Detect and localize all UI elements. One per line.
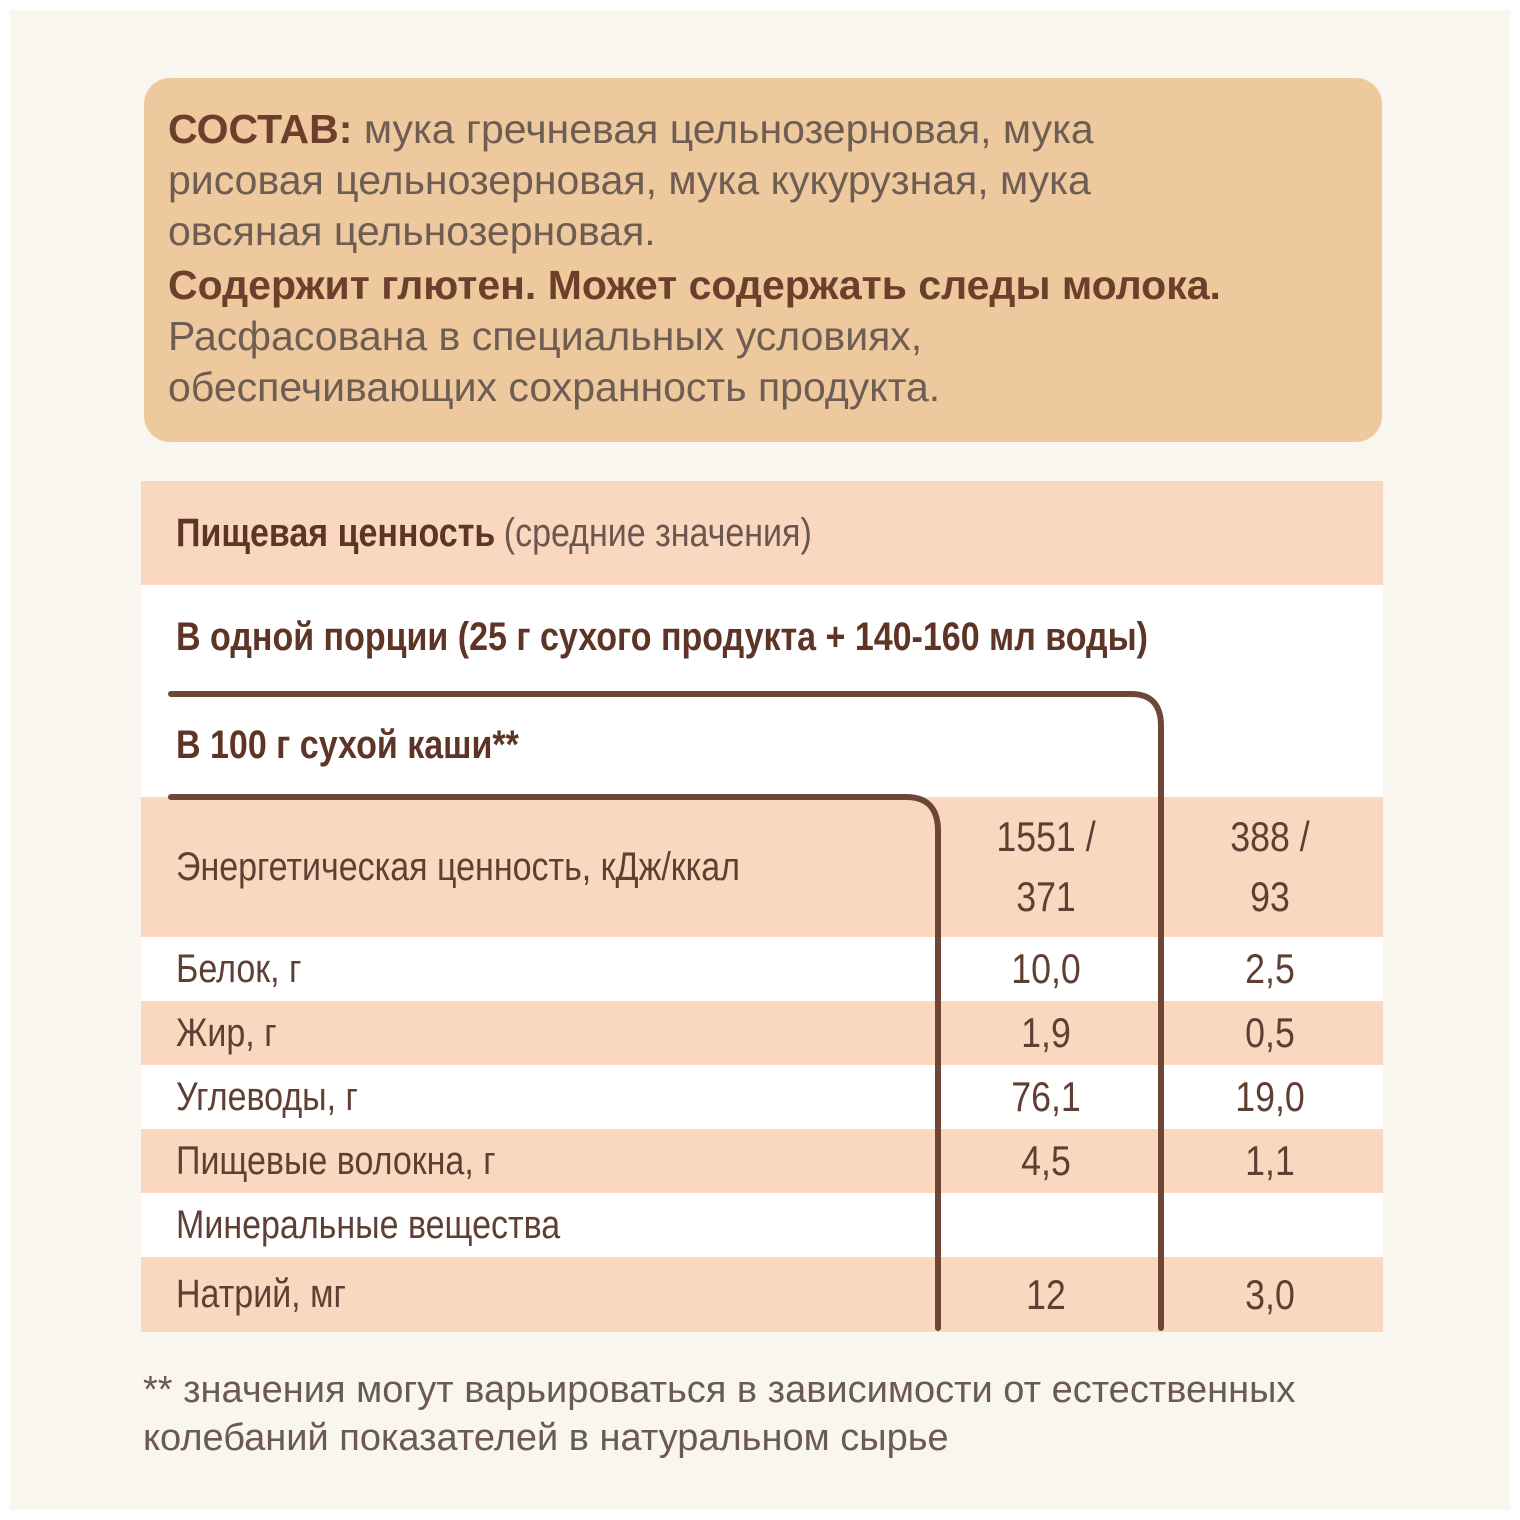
- value-per-serving: [1172, 797, 1368, 937]
- composition-box: [144, 78, 1382, 442]
- per-100g-header: В 100 г сухой каши**: [176, 722, 519, 767]
- nutrition-table: [141, 481, 1383, 1332]
- value-kj: 1551 /: [996, 813, 1096, 860]
- per-serving-header-row: [141, 585, 1383, 689]
- value-per-100g: 10,0: [1011, 945, 1081, 992]
- row-label: Минеральные вещества: [176, 1202, 561, 1247]
- value-per-100g: [948, 797, 1144, 937]
- allergen-warning: Содержит глютен. Может содержать следы молока.: [168, 262, 1221, 308]
- nutrition-subtitle: (средние значения): [503, 510, 812, 555]
- row-label: Пищевые волокна, г: [176, 1138, 496, 1183]
- footnote: [143, 1366, 1443, 1462]
- table-row-carbs: [141, 1065, 1383, 1129]
- nutrition-title-row: [141, 481, 1383, 585]
- packing-line-2: обеспечивающих сохранность продукта.: [168, 364, 941, 410]
- table-row-protein: [141, 937, 1383, 1001]
- nutrition-title: [176, 481, 812, 585]
- value-per-serving: 2,5: [1245, 945, 1295, 992]
- packing-line-1: Расфасована в специальных условиях,: [168, 313, 923, 359]
- table-row-fat: [141, 1001, 1383, 1065]
- row-label: Жир, г: [176, 1010, 277, 1055]
- value-kcal: 371: [1016, 873, 1076, 920]
- row-label: Натрий, мг: [176, 1272, 346, 1316]
- nutrition-title-text: Пищевая ценность: [176, 510, 496, 555]
- row-label: Белок, г: [176, 946, 302, 991]
- per-serving-header: В одной порции (25 г сухого продукта + 140-160 мл воды): [176, 614, 1148, 659]
- value-per-serving: 19,0: [1235, 1073, 1305, 1120]
- value-per-serving: 3,0: [1245, 1270, 1295, 1318]
- value-per-100g: 76,1: [1011, 1073, 1081, 1120]
- row-label: Энергетическая ценность, кДж/ккал: [176, 844, 741, 889]
- table-row-minerals: [141, 1193, 1383, 1257]
- footnote-line-1: ** значения могут варьироваться в зависимости от естественных: [143, 1369, 1296, 1411]
- composition-line-2: рисовая цельнозерновая, мука кукурузная, мука: [168, 157, 1091, 203]
- value-per-100g: 1,9: [1021, 1009, 1071, 1056]
- composition-line-3: овсяная цельнозерновая.: [168, 208, 656, 254]
- value-kcal: 93: [1250, 873, 1290, 920]
- value-per-100g: 4,5: [1021, 1137, 1071, 1184]
- value-per-100g: 12: [1026, 1270, 1066, 1318]
- value-kj: 388 /: [1230, 813, 1310, 860]
- value-per-serving: 1,1: [1245, 1137, 1295, 1184]
- composition-text: [168, 104, 1358, 155]
- table-row-energy: [141, 797, 1383, 937]
- table-row-sodium: [141, 1257, 1383, 1332]
- per-100g-header-row: [141, 693, 1383, 797]
- table-row-fiber: [141, 1129, 1383, 1193]
- composition-title: СОСТАВ:: [168, 106, 353, 152]
- value-per-serving: 0,5: [1245, 1009, 1295, 1056]
- composition-line-1: мука гречневая цельнозерновая, мука: [363, 106, 1094, 152]
- footnote-line-2: колебаний показателей в натуральном сырье: [143, 1417, 949, 1459]
- row-label: Углеводы, г: [176, 1074, 358, 1119]
